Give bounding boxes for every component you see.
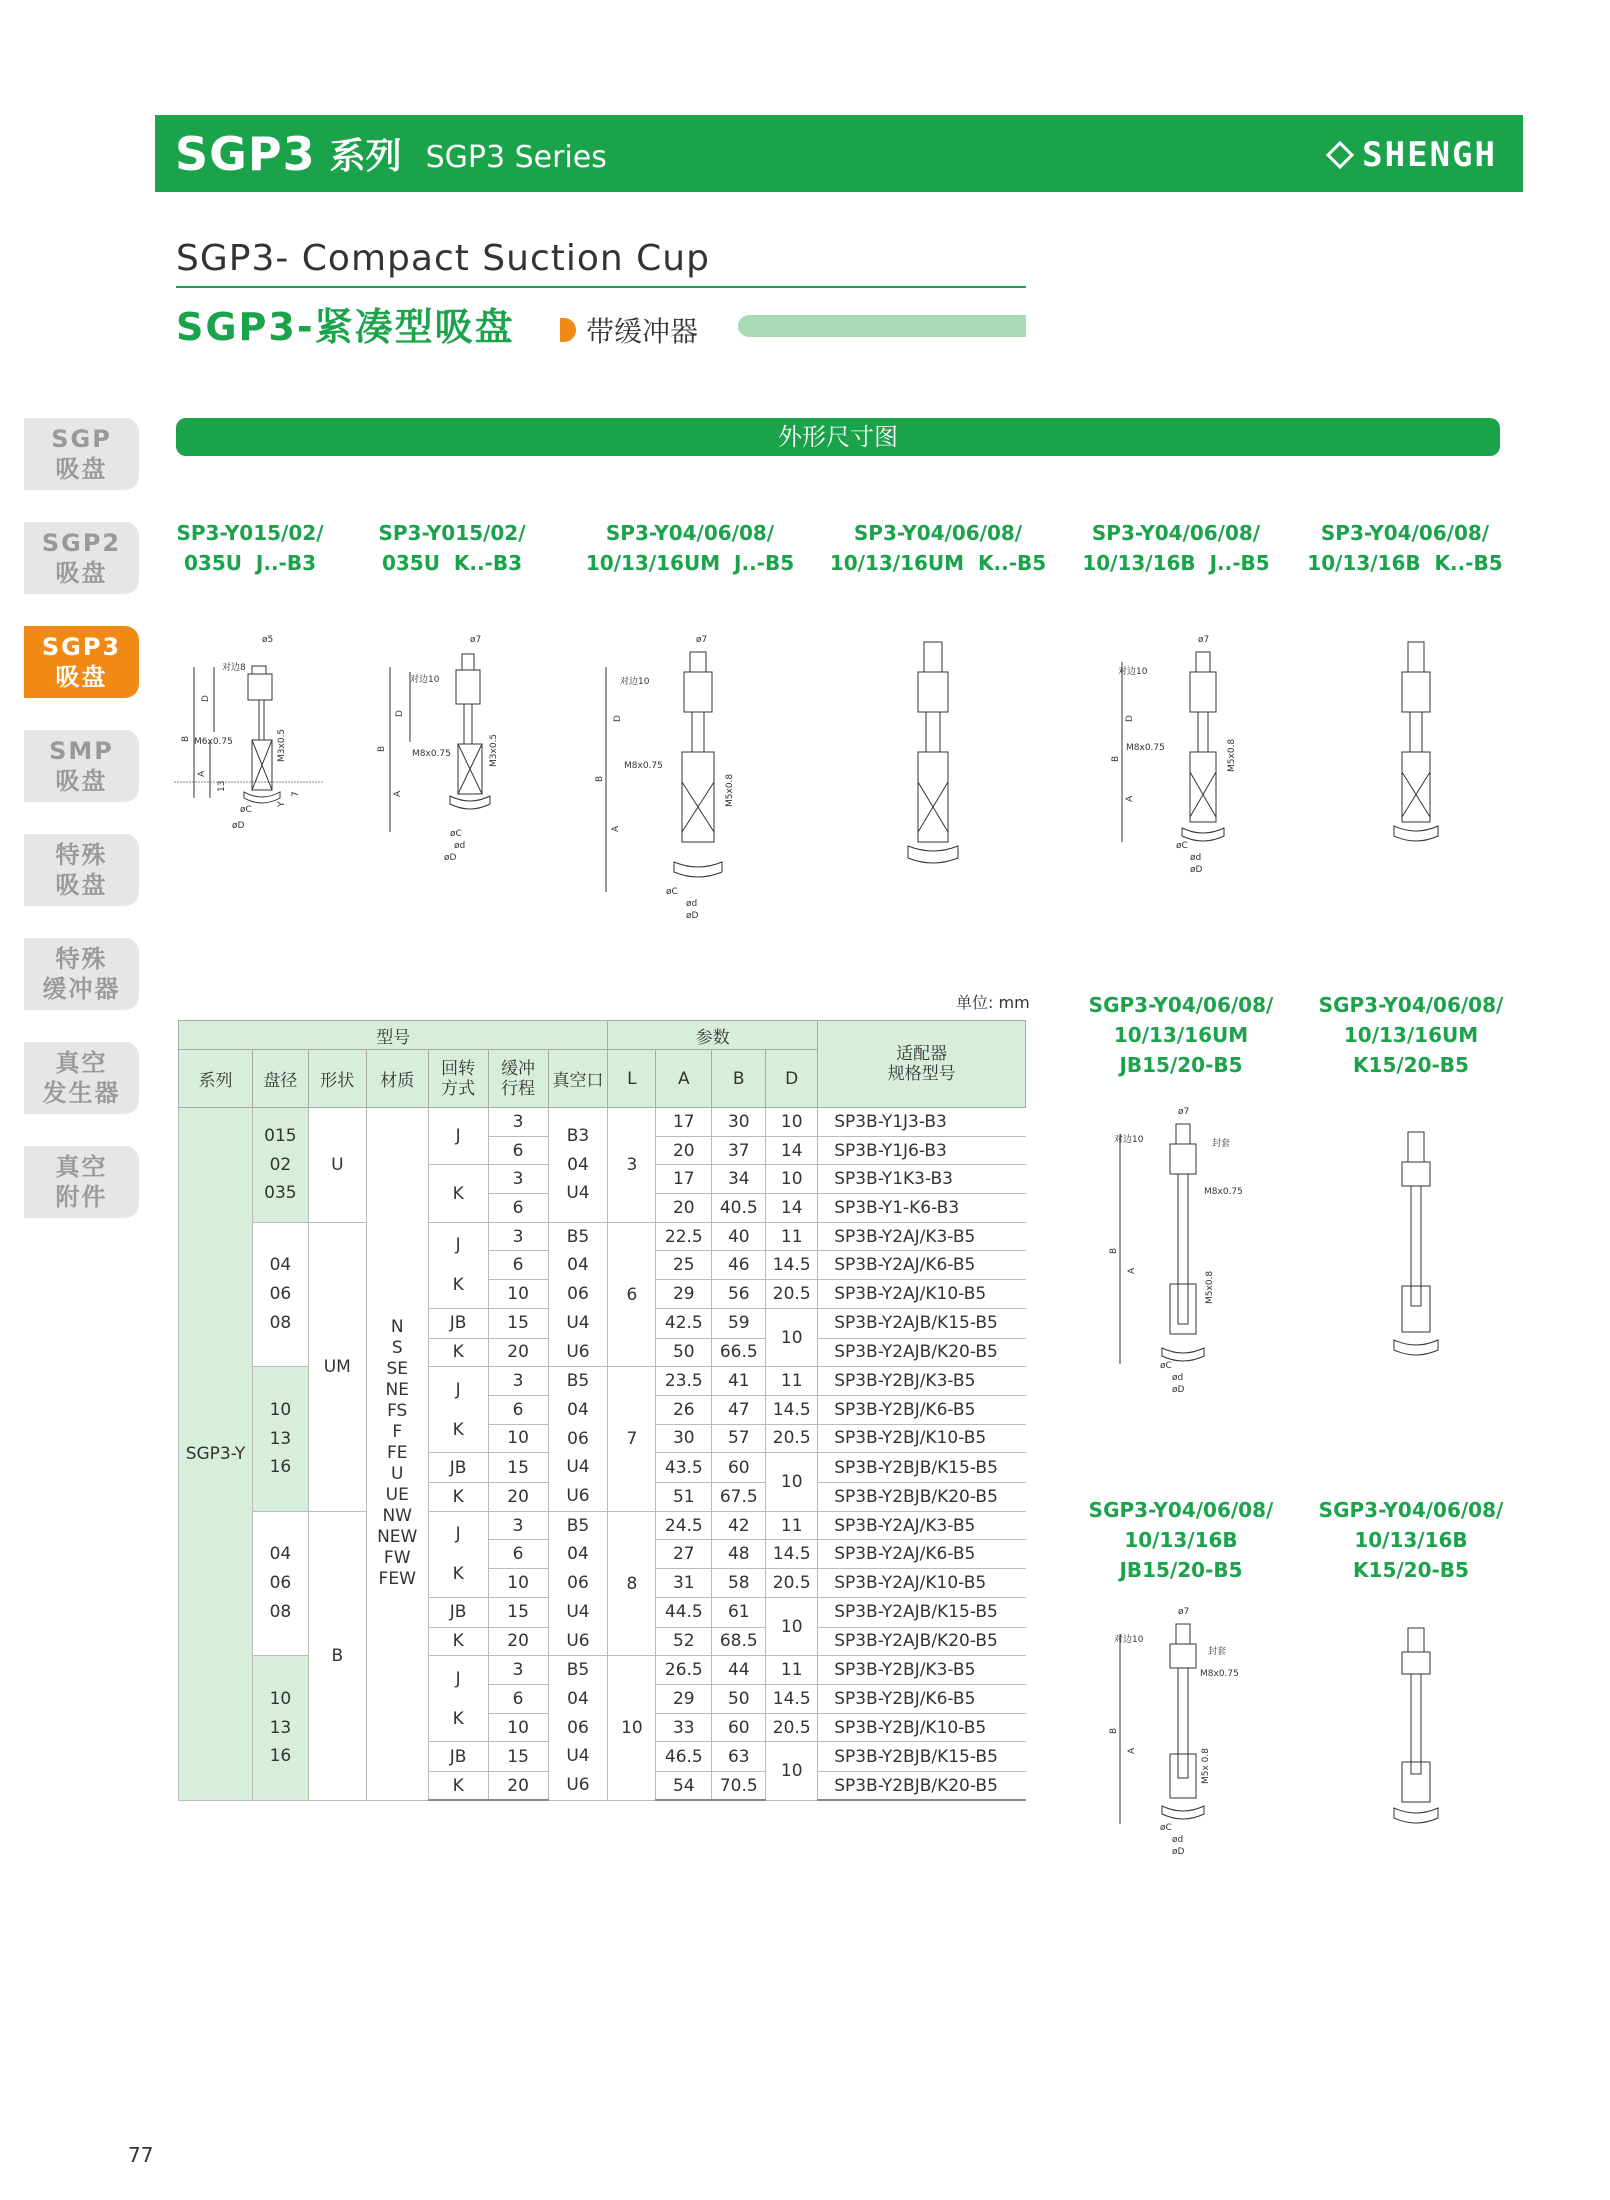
cell-stroke: 20 (488, 1772, 548, 1801)
svg-text:B: B (1109, 1247, 1119, 1254)
cell-port: B3 04 U4 (548, 1108, 608, 1223)
svg-text:ød: ød (686, 899, 698, 909)
cell-adapter: SP3B-Y2AJ/K3-B5 (818, 1511, 1026, 1540)
brand-logo (1330, 135, 1497, 175)
unit-label: 单位: mm (956, 993, 1030, 1012)
dimension-drawing (1378, 632, 1458, 852)
cell-A: 42.5 (656, 1308, 712, 1338)
cell-rotation: J K (428, 1367, 488, 1453)
cell-stroke: 3 (488, 1222, 548, 1251)
cell-stroke: 20 (488, 1627, 548, 1656)
cell-stroke: 15 (488, 1742, 548, 1772)
cell-adapter: SP3B-Y2AJ/K6-B5 (818, 1251, 1026, 1280)
cell-A: 54 (656, 1772, 712, 1801)
svg-text:A: A (1127, 1267, 1137, 1274)
cell-D: 11 (766, 1656, 818, 1685)
table-row (179, 1222, 1026, 1251)
cell-adapter: SP3B-Y1K3-B3 (818, 1165, 1026, 1194)
model-label: SP3-Y015/02/ 035U J..-B3 (176, 521, 324, 575)
svg-text:M8x0.75: M8x0.75 (1126, 743, 1165, 753)
col-D: D (766, 1050, 818, 1108)
cell-A: 25 (656, 1251, 712, 1280)
cell-stroke: 10 (488, 1280, 548, 1309)
dimension-drawing (590, 632, 800, 932)
model-label: SP3-Y04/06/08/ 10/13/16B J..-B5 (1082, 521, 1270, 575)
cell-series: SGP3-Y (179, 1108, 253, 1801)
col-B: B (712, 1050, 766, 1108)
sidebar-tab-special-cup[interactable]: 特殊 吸盘 (24, 834, 139, 906)
cell-stroke: 15 (488, 1597, 548, 1627)
table-row (179, 1108, 1026, 1137)
cell-adapter: SP3B-Y2BJB/K20-B5 (818, 1772, 1026, 1801)
svg-text:ød: ød (454, 841, 466, 851)
table-row (179, 1656, 1026, 1685)
cell-D: 20.5 (766, 1280, 818, 1309)
cell-L: 10 (608, 1656, 656, 1801)
svg-text:B: B (377, 745, 387, 752)
cell-B: 66.5 (712, 1338, 766, 1367)
svg-text:ø7: ø7 (1198, 635, 1210, 645)
svg-text:M8x0.75: M8x0.75 (1200, 1669, 1239, 1679)
cell-rotation: K (428, 1627, 488, 1656)
cell-B: 30 (712, 1108, 766, 1137)
svg-text:封套: 封套 (1212, 1139, 1231, 1149)
sidebar-tab-vacuum-accessory[interactable]: 真空 附件 (24, 1146, 139, 1218)
cell-B: 42 (712, 1511, 766, 1540)
svg-text:对边10: 对边10 (1118, 667, 1148, 677)
svg-text:M6x0.75: M6x0.75 (194, 737, 233, 747)
svg-text:M5x0.8: M5x0.8 (1205, 1270, 1215, 1304)
spec-table (178, 1020, 1026, 1801)
cell-B: 61 (712, 1597, 766, 1627)
header-bar (155, 115, 1523, 192)
svg-text:ø5: ø5 (262, 635, 274, 645)
svg-text:D: D (395, 710, 405, 717)
cell-rotation: K (428, 1338, 488, 1367)
cell-stroke: 6 (488, 1136, 548, 1165)
svg-text:øC: øC (240, 805, 252, 815)
cell-stroke: 6 (488, 1251, 548, 1280)
table-row (179, 1511, 1026, 1540)
cell-rotation: JB (428, 1597, 488, 1627)
svg-text:ø7: ø7 (1178, 1107, 1190, 1117)
cell-stroke: 3 (488, 1511, 548, 1540)
cell-A: 44.5 (656, 1597, 712, 1627)
sidebar-tab-sgp2[interactable]: SGP2 吸盘 (24, 522, 139, 594)
svg-text:M5x0.8: M5x0.8 (725, 773, 735, 807)
cell-adapter: SP3B-Y2AJ/K6-B5 (818, 1540, 1026, 1569)
cell-size: 04 06 08 (252, 1511, 308, 1656)
dimension-drawing (1104, 632, 1274, 882)
cell-stroke: 20 (488, 1483, 548, 1512)
cell-rotation: K (428, 1483, 488, 1512)
cell-adapter: SP3B-Y1J6-B3 (818, 1136, 1026, 1165)
title-sub (560, 310, 698, 350)
svg-text:对边10: 对边10 (1114, 1135, 1144, 1145)
cell-B: 56 (712, 1280, 766, 1309)
cell-A: 26.5 (656, 1656, 712, 1685)
cell-size: 015 02 035 (252, 1108, 308, 1223)
svg-text:对边10: 对边10 (1114, 1635, 1144, 1645)
title-sub-text: 带缓冲器 (586, 315, 699, 348)
svg-text:B: B (1111, 755, 1121, 762)
cell-A: 46.5 (656, 1742, 712, 1772)
svg-text:ø7: ø7 (470, 635, 482, 645)
cell-adapter: SP3B-Y2BJ/K10-B5 (818, 1713, 1026, 1742)
cell-B: 63 (712, 1742, 766, 1772)
svg-text:ød: ød (1172, 1373, 1184, 1383)
col-material: 材质 (366, 1050, 428, 1108)
cell-D: 14.5 (766, 1395, 818, 1424)
sidebar-tab-smp[interactable]: SMP 吸盘 (24, 730, 139, 802)
cell-L: 3 (608, 1108, 656, 1223)
cell-D: 10 (766, 1742, 818, 1800)
cell-B: 50 (712, 1684, 766, 1713)
svg-text:øD: øD (1172, 1385, 1185, 1395)
svg-text:ød: ød (1172, 1835, 1184, 1845)
svg-text:øC: øC (450, 829, 462, 839)
svg-text:øD: øD (232, 821, 245, 831)
svg-text:A: A (197, 770, 207, 777)
cell-A: 29 (656, 1280, 712, 1309)
cell-A: 52 (656, 1627, 712, 1656)
cell-size: 10 13 16 (252, 1367, 308, 1512)
model-label: SGP3-Y04/06/08/ 10/13/16UM JB15/20-B5 (1088, 993, 1274, 1077)
cell-B: 57 (712, 1424, 766, 1453)
svg-text:D: D (201, 695, 211, 702)
cell-D: 11 (766, 1367, 818, 1396)
sidebar-tab-vacuum-generator[interactable]: 真空 发生器 (24, 1042, 139, 1114)
title-cn: SGP3-紧凑型吸盘 (176, 305, 515, 349)
cell-L: 8 (608, 1511, 656, 1656)
cell-stroke: 3 (488, 1656, 548, 1685)
cell-size: 10 13 16 (252, 1656, 308, 1801)
cell-adapter: SP3B-Y2AJ/K10-B5 (818, 1569, 1026, 1598)
cell-rotation: J K (428, 1222, 488, 1308)
svg-text:A: A (1125, 795, 1135, 802)
cell-rotation: K (428, 1772, 488, 1801)
title-sub-bar (738, 315, 1026, 337)
series-code: SGP3 (175, 126, 316, 181)
cell-A: 33 (656, 1713, 712, 1742)
cell-adapter: SP3B-Y2AJ/K10-B5 (818, 1280, 1026, 1309)
svg-text:ø7: ø7 (696, 635, 708, 645)
svg-text:A: A (393, 790, 403, 797)
brand-name: SHENGH (1362, 135, 1497, 175)
svg-text:Y: Y (277, 801, 287, 807)
cell-port: B5 04 06 U4 U6 (548, 1222, 608, 1367)
header-adapter: 适配器 规格型号 (818, 1021, 1026, 1108)
svg-text:M5x 0.8: M5x 0.8 (1201, 1748, 1211, 1784)
cell-B: 48 (712, 1540, 766, 1569)
svg-text:M8x0.75: M8x0.75 (624, 761, 663, 771)
cell-adapter: SP3B-Y1-K6-B3 (818, 1194, 1026, 1223)
header-params: 参数 (608, 1021, 818, 1050)
svg-text:M3x0.5: M3x0.5 (489, 733, 499, 767)
cell-stroke: 3 (488, 1165, 548, 1194)
cell-A: 20 (656, 1136, 712, 1165)
svg-text:M5x0.8: M5x0.8 (1227, 738, 1237, 772)
col-shape: 形状 (308, 1050, 366, 1108)
sidebar-tab-sgp[interactable]: SGP 吸盘 (24, 418, 139, 490)
cell-B: 59 (712, 1308, 766, 1338)
cell-shape: UM (308, 1222, 366, 1511)
cell-A: 26 (656, 1395, 712, 1424)
cell-A: 27 (656, 1540, 712, 1569)
cell-D: 14.5 (766, 1540, 818, 1569)
svg-text:13: 13 (217, 780, 227, 792)
model-label: SP3-Y04/06/08/ 10/13/16UM K..-B5 (829, 521, 1047, 575)
cell-stroke: 20 (488, 1338, 548, 1367)
svg-text:ø7: ø7 (1178, 1607, 1190, 1617)
title-divider (176, 286, 1026, 288)
cell-B: 68.5 (712, 1627, 766, 1656)
cell-port: B5 04 06 U4 U6 (548, 1511, 608, 1656)
model-label: SGP3-Y04/06/08/ 10/13/16UM K15/20-B5 (1318, 993, 1504, 1077)
cell-B: 58 (712, 1569, 766, 1598)
cell-stroke: 6 (488, 1540, 548, 1569)
cell-D: 10 (766, 1453, 818, 1511)
svg-text:øD: øD (1172, 1847, 1185, 1857)
model-label: SP3-Y04/06/08/ 10/13/16UM J..-B5 (585, 521, 795, 575)
cell-D: 20.5 (766, 1424, 818, 1453)
cell-material: N S SE NE FS F FE U UE NW NEW FW FEW (366, 1108, 428, 1801)
svg-text:B: B (181, 735, 191, 742)
cell-L: 7 (608, 1367, 656, 1512)
cell-adapter: SP3B-Y2BJ/K3-B5 (818, 1656, 1026, 1685)
cell-A: 30 (656, 1424, 712, 1453)
cell-A: 22.5 (656, 1222, 712, 1251)
cell-adapter: SP3B-Y1J3-B3 (818, 1108, 1026, 1137)
cell-D: 10 (766, 1165, 818, 1194)
svg-text:øD: øD (444, 853, 457, 863)
svg-text:øD: øD (686, 911, 699, 921)
model-label: SGP3-Y04/06/08/ 10/13/16B JB15/20-B5 (1088, 1498, 1274, 1582)
cell-D: 20.5 (766, 1569, 818, 1598)
cell-B: 67.5 (712, 1483, 766, 1512)
svg-text:ød: ød (1190, 853, 1202, 863)
cell-stroke: 6 (488, 1395, 548, 1424)
dimension-drawing (1104, 1104, 1284, 1404)
cell-D: 14.5 (766, 1251, 818, 1280)
svg-text:B: B (595, 775, 605, 782)
cell-rotation: J K (428, 1511, 488, 1597)
cell-B: 44 (712, 1656, 766, 1685)
cell-stroke: 15 (488, 1453, 548, 1483)
cell-port: B5 04 06 U4 U6 (548, 1656, 608, 1801)
cell-adapter: SP3B-Y2AJB/K15-B5 (818, 1597, 1026, 1627)
cell-adapter: SP3B-Y2BJB/K15-B5 (818, 1453, 1026, 1483)
cell-B: 41 (712, 1367, 766, 1396)
cell-A: 24.5 (656, 1511, 712, 1540)
cell-L: 6 (608, 1222, 656, 1367)
header-model: 型号 (179, 1021, 608, 1050)
cell-adapter: SP3B-Y2BJ/K3-B5 (818, 1367, 1026, 1396)
cell-rotation: J (428, 1108, 488, 1165)
col-port: 真空口 (548, 1050, 608, 1108)
svg-text:7: 7 (291, 791, 301, 797)
series-cn: 系列 (329, 136, 402, 177)
page-number: 77 (128, 2143, 154, 2167)
cell-stroke: 6 (488, 1194, 548, 1223)
cell-D: 11 (766, 1511, 818, 1540)
orange-tab-icon (560, 318, 576, 342)
cell-D: 20.5 (766, 1713, 818, 1742)
cell-rotation: K (428, 1165, 488, 1222)
svg-text:B: B (1109, 1727, 1119, 1734)
series-en: SGP3 Series (425, 140, 607, 175)
dimension-drawing (890, 632, 980, 877)
cell-adapter: SP3B-Y2BJ/K6-B5 (818, 1395, 1026, 1424)
cell-B: 40.5 (712, 1194, 766, 1223)
dimension-drawing (1104, 1604, 1274, 1864)
col-L: L (608, 1050, 656, 1108)
cell-A: 31 (656, 1569, 712, 1598)
svg-text:M8x0.75: M8x0.75 (412, 749, 451, 759)
cell-size: 04 06 08 (252, 1222, 308, 1367)
svg-text:对边8: 对边8 (222, 663, 246, 673)
cell-A: 17 (656, 1165, 712, 1194)
cell-B: 46 (712, 1251, 766, 1280)
svg-text:øC: øC (1176, 841, 1188, 851)
cell-stroke: 15 (488, 1308, 548, 1338)
cell-A: 51 (656, 1483, 712, 1512)
dimension-drawing (1378, 1622, 1458, 1832)
dimension-drawing (374, 632, 534, 877)
cell-adapter: SP3B-Y2BJ/K6-B5 (818, 1684, 1026, 1713)
cell-rotation: JB (428, 1742, 488, 1772)
cell-D: 10 (766, 1108, 818, 1137)
cell-B: 37 (712, 1136, 766, 1165)
svg-text:A: A (611, 825, 621, 832)
cell-stroke: 10 (488, 1424, 548, 1453)
cell-shape: B (308, 1511, 366, 1800)
col-stroke: 缓冲 行程 (488, 1050, 548, 1108)
cell-adapter: SP3B-Y2AJB/K15-B5 (818, 1308, 1026, 1338)
cell-adapter: SP3B-Y2BJB/K15-B5 (818, 1742, 1026, 1772)
cell-D: 11 (766, 1222, 818, 1251)
sidebar-tab-sgp3[interactable]: SGP3 吸盘 (24, 626, 139, 698)
svg-text:øC: øC (666, 887, 678, 897)
cell-stroke: 10 (488, 1569, 548, 1598)
svg-text:D: D (1125, 715, 1135, 722)
cell-B: 40 (712, 1222, 766, 1251)
cell-B: 47 (712, 1395, 766, 1424)
cell-B: 60 (712, 1453, 766, 1483)
cell-rotation: JB (428, 1308, 488, 1338)
cell-adapter: SP3B-Y2AJB/K20-B5 (818, 1627, 1026, 1656)
cell-adapter: SP3B-Y2AJB/K20-B5 (818, 1338, 1026, 1367)
model-label: SP3-Y04/06/08/ 10/13/16B K..-B5 (1307, 521, 1503, 575)
title-en: SGP3- Compact Suction Cup (176, 238, 710, 279)
cell-A: 43.5 (656, 1453, 712, 1483)
svg-text:øC: øC (1160, 1361, 1172, 1371)
svg-text:A: A (1127, 1747, 1137, 1754)
cell-B: 70.5 (712, 1772, 766, 1801)
svg-text:M8x0.75: M8x0.75 (1204, 1187, 1243, 1197)
cell-A: 20 (656, 1194, 712, 1223)
cell-D: 14.5 (766, 1684, 818, 1713)
svg-text:D: D (613, 715, 623, 722)
cell-rotation: JB (428, 1453, 488, 1483)
cell-B: 60 (712, 1713, 766, 1742)
col-size: 盘径 (252, 1050, 308, 1108)
sidebar-tab-special-buffer[interactable]: 特殊 缓冲器 (24, 938, 139, 1010)
cell-stroke: 10 (488, 1713, 548, 1742)
model-label: SGP3-Y04/06/08/ 10/13/16B K15/20-B5 (1318, 1498, 1504, 1582)
svg-text:封套: 封套 (1208, 1647, 1227, 1657)
dimension-drawing (174, 632, 324, 862)
cell-D: 10 (766, 1308, 818, 1366)
cell-port: B5 04 06 U4 U6 (548, 1367, 608, 1512)
cell-A: 17 (656, 1108, 712, 1137)
svg-text:对边10: 对边10 (410, 675, 440, 685)
cell-adapter: SP3B-Y2BJ/K10-B5 (818, 1424, 1026, 1453)
svg-text:M3x0.5: M3x0.5 (277, 728, 287, 762)
svg-text:øD: øD (1190, 865, 1203, 875)
cell-A: 50 (656, 1338, 712, 1367)
cell-A: 29 (656, 1684, 712, 1713)
table-row (179, 1367, 1026, 1396)
cell-adapter: SP3B-Y2BJB/K20-B5 (818, 1483, 1026, 1512)
section-title: 外形尺寸图 (176, 418, 1500, 456)
cell-A: 23.5 (656, 1367, 712, 1396)
col-A: A (656, 1050, 712, 1108)
model-label: SP3-Y015/02/ 035U K..-B3 (378, 521, 526, 575)
cell-D: 14 (766, 1194, 818, 1223)
col-series: 系列 (179, 1050, 253, 1108)
brand-diamond-icon (1326, 141, 1354, 169)
col-rotation: 回转 方式 (428, 1050, 488, 1108)
cell-stroke: 3 (488, 1367, 548, 1396)
svg-text:øC: øC (1160, 1823, 1172, 1833)
cell-adapter: SP3B-Y2AJ/K3-B5 (818, 1222, 1026, 1251)
sidebar (24, 418, 139, 1250)
cell-B: 34 (712, 1165, 766, 1194)
cell-stroke: 6 (488, 1684, 548, 1713)
cell-shape: U (308, 1108, 366, 1223)
cell-D: 14 (766, 1136, 818, 1165)
svg-text:对边10: 对边10 (620, 677, 650, 687)
cell-stroke: 3 (488, 1108, 548, 1137)
cell-rotation: J K (428, 1656, 488, 1742)
cell-D: 10 (766, 1597, 818, 1655)
dimension-drawing (1378, 1126, 1458, 1366)
